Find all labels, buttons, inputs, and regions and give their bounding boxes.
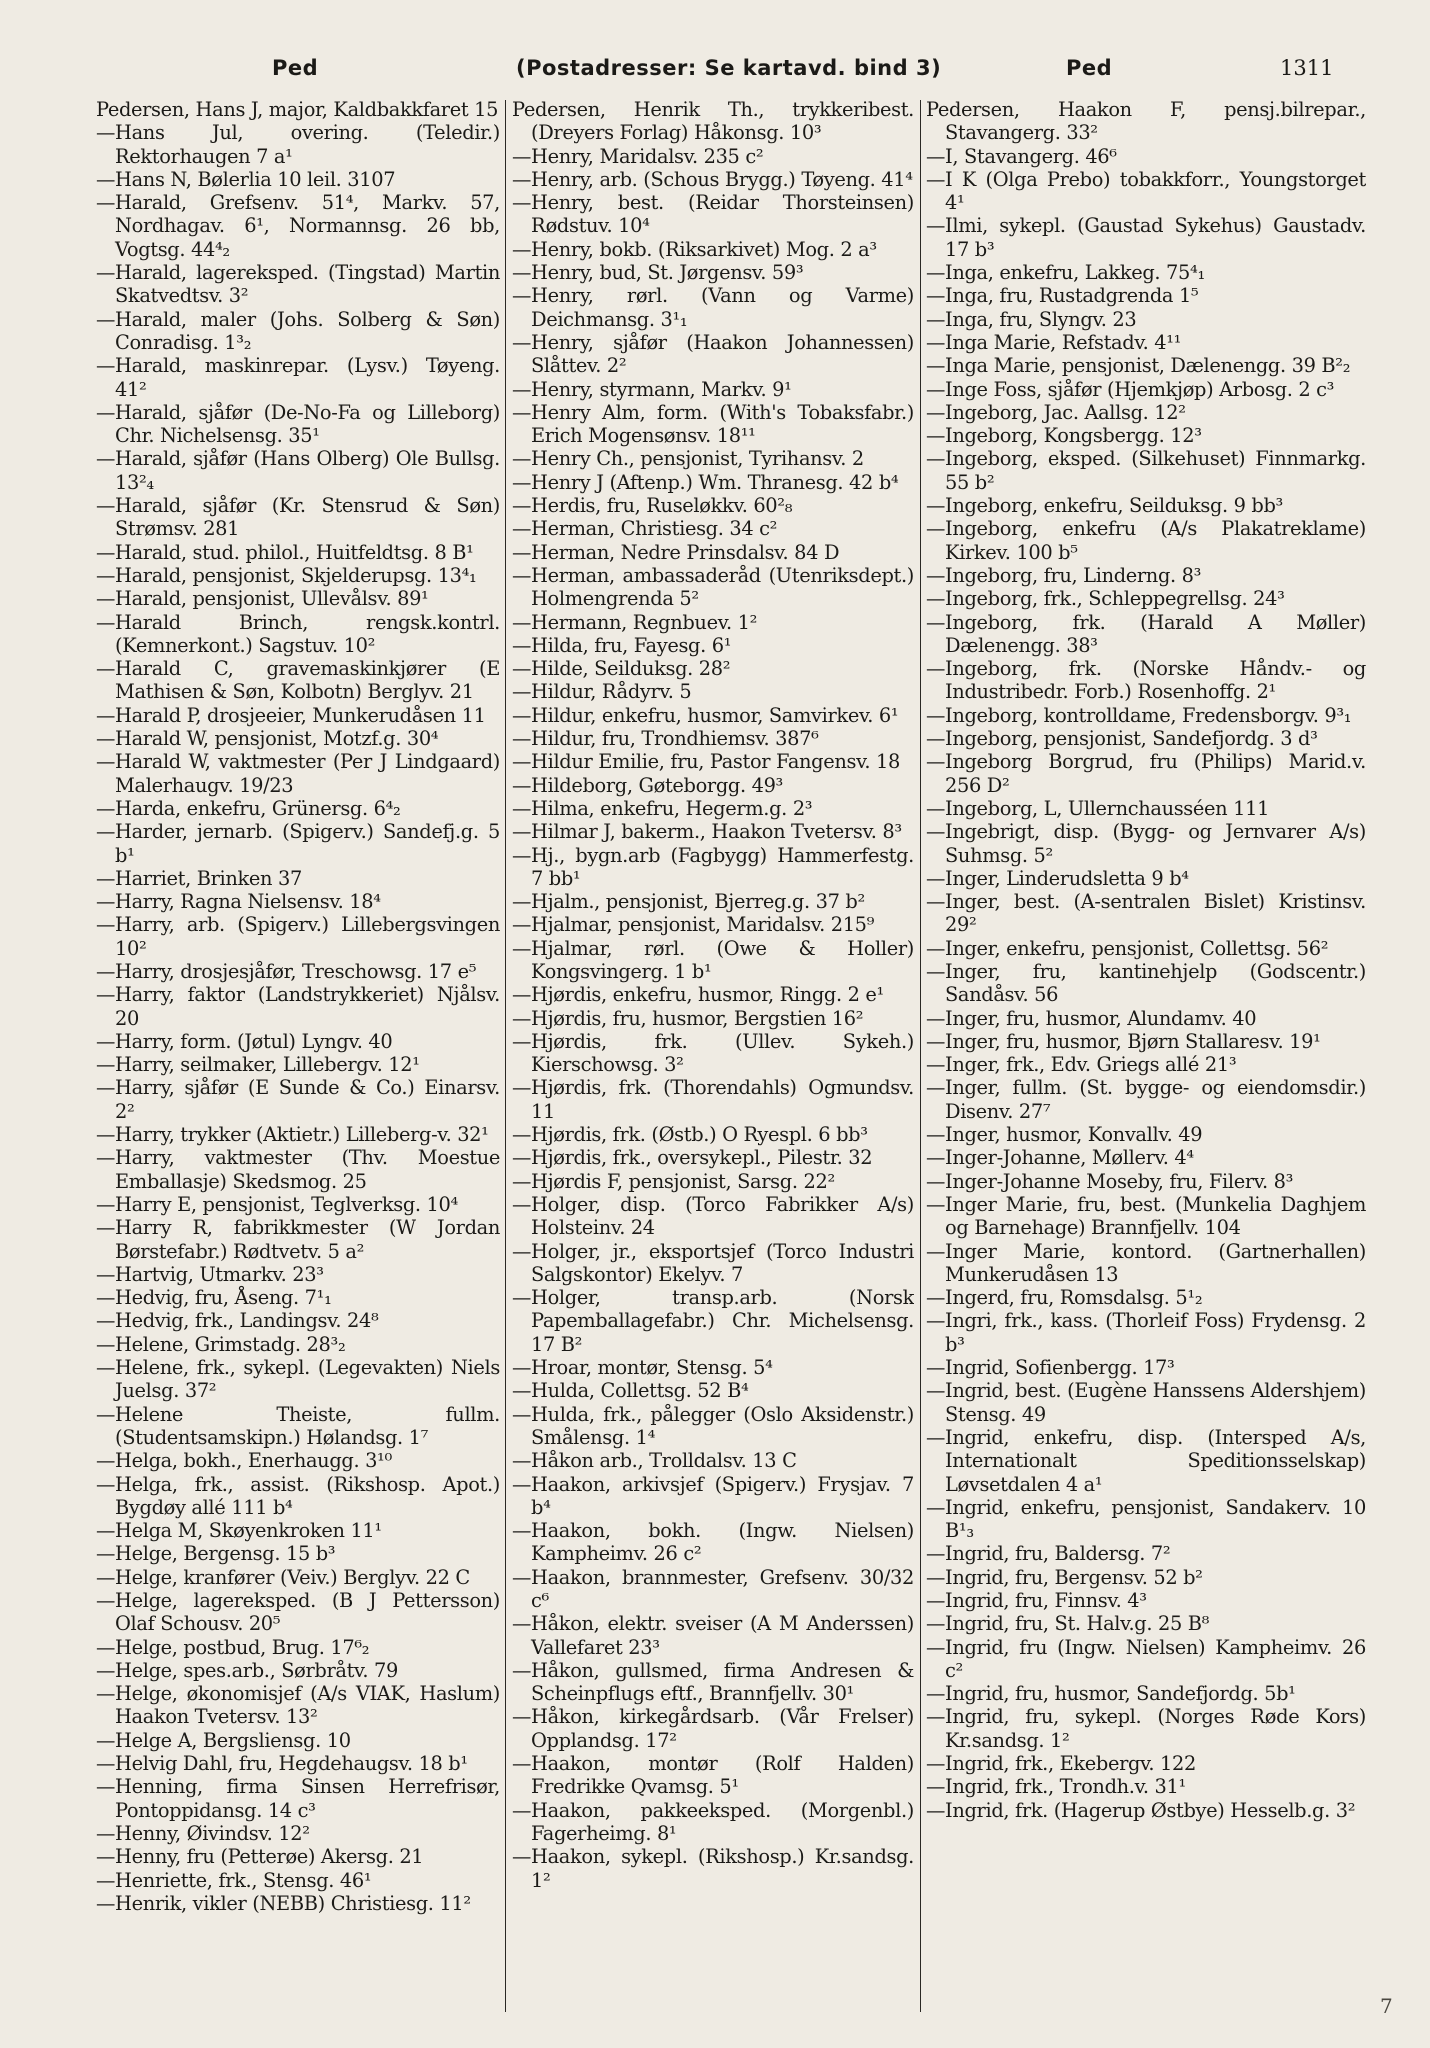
directory-entry: —Harder, jernarb. (Spigerv.) Sandefj.g. 5 b¹ [96, 820, 500, 867]
directory-entry: —Hildur, enkefru, husmor, Samvirkev. 6¹ [512, 703, 899, 727]
directory-entry: —Ingeborg Borgrud, fru (Philips) Marid.v. 256 D² [926, 750, 1366, 797]
directory-entry: —Harry R, fabrikkmester (W Jordan Børstefabr.) Rødtvetv. 5 a² [96, 1216, 500, 1263]
directory-entry: —Hjalm., pensjonist, Bjerreg.g. 37 b² [512, 890, 865, 914]
directory-entry: —Hilma, enkefru, Hegerm.g. 2³ [512, 796, 813, 820]
directory-entry: —Håkon arb., Trolldalsv. 13 C [512, 1449, 797, 1473]
directory-entry: —Hulda, Collettsg. 52 B⁴ [512, 1379, 749, 1403]
directory-entry: —Hildur, fru, Trondhiemsv. 387⁶ [512, 727, 819, 751]
directory-entry: —Henry, rørl. (Vann og Varme) Deichmansg. 3¹₁ [512, 284, 914, 331]
directory-entry: —Ingrid, fru, husmor, Sandefjordg. 5b¹ [926, 1682, 1296, 1706]
directory-entry: —Hilde, Seilduksg. 28² [512, 657, 731, 681]
directory-entry: —Ingebrigt, disp. (Bygg- og Jernvarer A/s) Suhmsg. 5² [926, 820, 1366, 867]
directory-entry: —Helge, økonomisjef (A/s VIAK, Haslum) Haakon Tvetersv. 13² [96, 1682, 500, 1729]
directory-entry: —Harald, pensjonist, Ullevålsv. 89¹ [96, 587, 429, 611]
directory-entry: —Hjalmar, rørl. (Owe & Holler) Kongsvingerg. 1 b¹ [512, 936, 914, 983]
directory-entry: —Helge, kranfører (Veiv.) Berglyv. 22 C [96, 1565, 470, 1589]
directory-entry: —Inger-Johanne Moseby, fru, Filerv. 8³ [926, 1169, 1294, 1193]
directory-entry: —Hjørdis, enkefru, husmor, Ringg. 2 e¹ [512, 983, 884, 1007]
directory-entry: —Holger, jr., eksportsjef (Torco Industri Salgskontor) Ekelyv. 7 [512, 1239, 914, 1286]
directory-entry: —Hedvig, fru, Åseng. 7¹₁ [96, 1286, 332, 1310]
directory-entry: —Helene, frk., sykepl. (Legevakten) Niels Juelsg. 37² [96, 1356, 500, 1403]
directory-entry: —Ingrid, Sofienbergg. 17³ [926, 1356, 1175, 1380]
directory-entry: —Ingrid, enkefru, pensjonist, Sandakerv. 10 B¹₃ [926, 1495, 1366, 1543]
directory-entry: —Håkon, kirkegårdsarb. (Vår Frelser) Opplandsg. 17² [512, 1705, 914, 1752]
directory-entry: —Inger, fru, husmor, Bjørn Stallaresv. 19¹ [926, 1029, 1321, 1053]
directory-entry: —Inger, fru, kantinehjelp (Godscentr.) Sandåsv. 56 [926, 959, 1366, 1007]
directory-entry: —Ingeborg, eksped. (Silkehuset) Finnmarkg. 55 b² [926, 447, 1366, 494]
directory-entry: —Helga, frk., assist. (Rikshosp. Apot.) Bygdøy allé 111 b⁴ [96, 1472, 500, 1519]
directory-entry: —Harald, Grefsenv. 51⁴, Markv. 57, Nordhagav. 6¹, Normannsg. 26 bb, Vogtsg. 44⁴₂ [96, 191, 500, 261]
directory-entry: —Harry, Ragna Nielsensv. 18⁴ [96, 890, 381, 914]
directory-entry: —Harald, sjåfør (De-No-Fa og Lilleborg) Chr. Nichelsensg. 35¹ [96, 400, 500, 448]
directory-entry: Pedersen, Henrik Th., trykkeribest. (Dreyers Forlag) Håkonsg. 10³ [512, 98, 914, 145]
directory-entry: —Ingrid, frk. (Hagerup Østbye) Hesselb.g. 3² [926, 1798, 1356, 1822]
directory-entry: —Inger Marie, fru, best. (Munkelia Daghjem og Barnehage) Brannfjellv. 104 [926, 1192, 1366, 1240]
directory-entry: —Harry, sjåfør (E Sunde & Co.) Einarsv. 2² [96, 1076, 500, 1123]
directory-entry: —Haakon, arkivsjef (Spigerv.) Frysjav. 7 b⁴ [512, 1472, 914, 1519]
directory-entry: —Harald, sjåfør (Hans Olberg) Ole Bullsg. 13²₄ [96, 447, 500, 494]
directory-entry: —Ingrid, fru, St. Halv.g. 25 B⁸ [926, 1612, 1210, 1636]
directory-entry: —I, Stavangerg. 46⁶ [926, 144, 1117, 168]
directory-entry: —Henry Ch., pensjonist, Tyrihansv. 2 [512, 447, 864, 471]
directory-entry: —Henry J (Aftenp.) Wm. Thranesg. 42 b⁴ [512, 470, 899, 494]
directory-entry: —Harald, pensjonist, Skjelderupsg. 13⁴₁ [96, 563, 477, 587]
directory-entry: —Henriette, frk., Stensg. 46¹ [96, 1868, 372, 1892]
directory-entry: —Helga M, Skøyenkroken 11¹ [96, 1519, 382, 1543]
directory-entry: —Hj., bygn.arb (Fagbygg) Hammerfestg. 7 bb¹ [512, 843, 914, 890]
directory-entry: —Inga, fru, Rustadgrenda 1⁵ [926, 284, 1199, 308]
directory-entry: —Hermann, Regnbuev. 1² [512, 610, 758, 634]
directory-entry: —Hjørdis, frk., oversykepl., Pilestr. 32 [512, 1146, 873, 1170]
directory-entry: —Ingrid, frk., Ekebergv. 122 [926, 1752, 1196, 1776]
column-2 [512, 98, 914, 2018]
directory-entry: —Haakon, pakkeeksped. (Morgenbl.) Fagerheimg. 8¹ [512, 1798, 914, 1845]
directory-entry: —Ingrid, fru, Finnsv. 4³ [926, 1589, 1147, 1612]
directory-entry: —Ingeborg, enkefru, Seilduksg. 9 bb³ [926, 494, 1283, 518]
directory-entry: —Ingrid, enkefru, disp. (Intersped A/s, Internationalt Speditionsselskap) Løvsetdalen 4 a¹ [926, 1425, 1366, 1496]
directory-entry: —Harald, lagereksped. (Tingstad) Martin Skatvedtsv. 3² [96, 261, 500, 308]
column-1 [96, 98, 500, 2018]
directory-entry: Pedersen, Hans J, major, Kaldbakkfaret 15 [96, 98, 499, 121]
directory-entry: —Harald, maskinrepar. (Lysv.) Tøyeng. 41² [96, 354, 500, 401]
directory-entry: —Inge Foss, sjåfør (Hjemkjøp) Arbosg. 2 c³ [926, 377, 1335, 401]
directory-entry: —Henny, Øivindsv. 12² [96, 1821, 310, 1845]
directory-entry: —Ingeborg, frk. (Norske Håndv.- og Industribedr. Forb.) Rosenhoffg. 2¹ [926, 657, 1366, 704]
directory-entry: —Hedvig, frk., Landingsv. 24⁸ [96, 1309, 379, 1333]
page-header [0, 0, 1430, 96]
column-3 [926, 98, 1366, 2018]
directory-entry: —Ingeborg, kontrolldame, Fredensborgv. 9³₁ [926, 703, 1352, 727]
directory-entry: —Ingerd, fru, Romsdalsg. 5¹₂ [926, 1286, 1203, 1310]
directory-entry: —Harda, enkefru, Grünersg. 6⁴₂ [96, 796, 401, 820]
directory-entry: —Ingrid, fru, Bergensv. 52 b² [926, 1565, 1203, 1589]
directory-entry: —Hjørdis, fru, husmor, Bergstien 16² [512, 1006, 864, 1030]
directory-entry: —Inga, enkefru, Lakkeg. 75⁴₁ [926, 261, 1205, 285]
directory-entry: —Henry, Maridalsv. 235 c² [512, 144, 764, 168]
directory-entry: —Inga Marie, pensjonist, Dælenengg. 39 B²₂ [926, 354, 1351, 378]
directory-entry: —Harry, seilmaker, Lillebergv. 12¹ [96, 1053, 420, 1077]
directory-entry: —Helga, bokh., Enerhaugg. 3¹⁰ [96, 1449, 392, 1473]
column-divider [920, 100, 921, 2012]
directory-entry: —Ingrid, fru, sykepl. (Norges Røde Kors) Kr.sandsg. 1² [926, 1705, 1366, 1752]
header-left-keyword: Ped [272, 56, 319, 80]
directory-entry: —Harald P, drosjeeier, Munkerudåsen 11 [96, 703, 486, 727]
directory-entry: —Harry, form. (Jøtul) Lyngv. 40 [96, 1029, 393, 1053]
directory-entry: —Helge, postbud, Brug. 17⁶₂ [96, 1635, 370, 1659]
directory-entry: —Henry, bokb. (Riksarkivet) Mog. 2 a³ [512, 237, 877, 261]
directory-entry: —Holger, transp.arb. (Norsk Papemballagefabr.) Chr. Michelsensg. 17 B² [512, 1286, 914, 1356]
directory-entry: —Hroar, montør, Stensg. 5⁴ [512, 1356, 773, 1380]
directory-entry: —Henry, styrmann, Markv. 9¹ [512, 377, 792, 401]
directory-entry: —Harald, sjåfør (Kr. Stensrud & Søn) Strømsv. 281 [96, 494, 500, 541]
directory-entry: —Ingri, frk., kass. (Thorleif Foss) Frydensg. 2 b³ [926, 1309, 1366, 1356]
directory-entry: —Herman, Nedre Prinsdalsv. 84 D [512, 540, 840, 564]
directory-entry: —Henry, arb. (Schous Brygg.) Tøyeng. 41⁴ [512, 167, 913, 191]
directory-entry: —Hans N, Bølerlia 10 leil. 3107 [96, 167, 396, 191]
footer-mark: 7 [1380, 1994, 1393, 2018]
directory-entry: —Inger, best. (A-sentralen Bislet) Kristinsv. 29² [926, 890, 1366, 937]
directory-entry: —Helene, Grimstadg. 28³₂ [96, 1332, 346, 1356]
directory-entry: —Helge, lagereksped. (B J Pettersson) Olaf Schousv. 20⁵ [96, 1589, 500, 1636]
directory-entry: —Hildeborg, Gøteborgg. 49³ [512, 773, 783, 797]
directory-entry: Pedersen, Haakon F, pensj.bilrepar., Stavangerg. 33² [926, 98, 1366, 145]
directory-entry: —Hjørdis, frk. (Thorendahls) Ogmundsv. 11 [512, 1076, 914, 1123]
directory-entry: —Herdis, fru, Ruseløkkv. 60²₈ [512, 494, 793, 518]
directory-entry: —Ingrid, frk., Trondh.v. 31¹ [926, 1775, 1186, 1799]
directory-entry: —Haakon, brannmester, Grefsenv. 30/32 c⁶ [512, 1565, 914, 1612]
directory-entry: —Inger, Linderudsletta 9 b⁴ [926, 866, 1189, 890]
directory-entry: —Harriet, Brinken 37 [96, 866, 302, 890]
header-center-note: (Postadresser: Se kartavd. bind 3) [516, 56, 942, 80]
directory-entry: —Inger-Johanne, Møllerv. 4⁴ [926, 1146, 1194, 1170]
directory-entry: —Hjørdis F, pensjonist, Sarsg. 22² [512, 1169, 835, 1193]
directory-entry: —Harald Brinch, rengsk.kontrl. (Kemnerkont.) Sagstuv. 10² [96, 610, 500, 657]
directory-entry: —Helge A, Bergsliensg. 10 [96, 1728, 351, 1752]
directory-entry: —I K (Olga Prebo) tobakkforr., Youngstorget 4¹ [926, 167, 1366, 215]
directory-entry: —Henry, sjåfør (Haakon Johannessen) Slåttev. 2² [512, 330, 914, 378]
directory-entry: —Ingrid, fru (Ingw. Nielsen) Kampheimv. 26 c² [926, 1635, 1366, 1682]
page-number: 1311 [1280, 56, 1334, 80]
directory-entry: —Harry, vaktmester (Thv. Moestue Emballasje) Skedsmog. 25 [96, 1146, 500, 1193]
directory-entry: —Ingeborg, frk., Schleppegrellsg. 24³ [926, 587, 1285, 611]
directory-entry: —Harry, arb. (Spigerv.) Lillebergsvingen 10² [96, 913, 500, 960]
directory-entry: —Hulda, frk., pålegger (Oslo Aksidenstr.) Smålensg. 1⁴ [512, 1402, 914, 1449]
directory-entry: —Henry, best. (Reidar Thorsteinsen) Rødstuv. 10⁴ [512, 191, 914, 238]
directory-entry: —Ingeborg, fru, Linderng. 8³ [926, 563, 1202, 587]
directory-entry: —Inger, enkefru, pensjonist, Collettsg. 56² [926, 936, 1329, 960]
directory-entry: —Hildur, Rådyrv. 5 [512, 680, 692, 704]
directory-entry: —Haakon, sykepl. (Rikshosp.) Kr.sandsg. 1² [512, 1845, 914, 1892]
directory-entry: —Harald, maler (Johs. Solberg & Søn) Conradisg. 1³₂ [96, 307, 500, 354]
directory-entry: —Ingeborg, pensjonist, Sandefjordg. 3 d³ [926, 727, 1318, 751]
directory-entry: —Harald C, gravemaskinkjører (E Mathisen & Søn, Kolbotn) Berglyv. 21 [96, 657, 500, 704]
directory-entry: —Harry, drosjesjåfør, Treschowsg. 17 e⁵ [96, 959, 477, 983]
directory-entry: —Hilda, fru, Fayesg. 6¹ [512, 633, 732, 657]
directory-entry: —Helge, spes.arb., Sørbråtv. 79 [96, 1658, 398, 1682]
directory-entry: —Harald W, vaktmester (Per J Lindgaard) Malerhaugv. 19/23 [96, 750, 500, 797]
directory-entry: —Inga, fru, Slyngv. 23 [926, 307, 1137, 331]
directory-entry: —Herman, Christiesg. 34 c² [512, 517, 778, 541]
directory-entry: —Haakon, bokh. (Ingw. Nielsen) Kampheimv. 26 c² [512, 1519, 914, 1566]
directory-entry: —Hans Jul, overing. (Teledir.) Rektorhaugen 7 a¹ [96, 121, 500, 168]
directory-entry: —Henry Alm, form. (With's Tobaksfabr.) Erich Mogensønsv. 18¹¹ [512, 400, 914, 448]
directory-entry: —Helene Theiste, fullm. (Studentsamskipn.) Hølandsg. 1⁷ [96, 1402, 500, 1449]
directory-entry: —Inger, fru, husmor, Alundamv. 40 [926, 1006, 1257, 1030]
directory-entry: —Henry, bud, St. Jørgensv. 59³ [512, 261, 804, 285]
directory-entry: —Haakon, montør (Rolf Halden) Fredrikke Qvamsg. 5¹ [512, 1752, 914, 1799]
directory-entry: —Ingrid, fru, Baldersg. 7² [926, 1542, 1171, 1566]
column-divider [505, 100, 506, 2012]
directory-entry: —Ingeborg, frk. (Harald A Møller) Dælenengg. 38³ [926, 610, 1366, 657]
directory-entry: —Ilmi, sykepl. (Gaustad Sykehus) Gaustadv. 17 b³ [926, 214, 1366, 261]
directory-entry: —Hildur Emilie, fru, Pastor Fangensv. 18 [512, 750, 901, 774]
directory-entry: —Helvig Dahl, fru, Hegdehaugsv. 18 b¹ [96, 1752, 468, 1776]
directory-entry: —Ingrid, best. (Eugène Hanssens Aldershjem) Stensg. 49 [926, 1379, 1366, 1426]
directory-entry: —Ingeborg, L, Ullernchausséen 111 [926, 796, 1270, 820]
directory-entry: —Hjørdis, frk. (Ullev. Sykeh.) Kierschowsg. 3² [512, 1029, 914, 1077]
directory-entry: —Inga Marie, Refstadv. 4¹¹ [926, 330, 1182, 354]
directory-entry: —Hilmar J, bakerm., Haakon Tvetersv. 8³ [512, 820, 902, 844]
directory-entry: —Henning, firma Sinsen Herrefrisør, Pontoppidansg. 14 c³ [96, 1775, 500, 1822]
directory-entry: —Inger, husmor, Konvallv. 49 [926, 1123, 1203, 1147]
directory-entry: —Inger, frk., Edv. Griegs allé 21³ [926, 1053, 1237, 1077]
directory-entry: —Herman, ambassaderåd (Utenriksdept.) Holmengrenda 5² [512, 563, 914, 611]
directory-entry: —Ingeborg, enkefru (A/s Plakatreklame) Kirkev. 100 b⁵ [926, 517, 1366, 564]
directory-entry: —Harry, faktor (Landstrykkeriet) Njålsv. 20 [96, 983, 500, 1030]
directory-entry: —Hjørdis, frk. (Østb.) O Ryespl. 6 bb³ [512, 1123, 868, 1147]
directory-entry: —Håkon, gullsmed, firma Andresen & Scheinpflugs eftf., Brannfjellv. 30¹ [512, 1658, 914, 1706]
directory-entry: —Helge, Bergensg. 15 b³ [96, 1542, 336, 1566]
directory-entry: —Ingeborg, Jac. Aallsg. 12² [926, 400, 1186, 424]
directory-entry: —Hartvig, Utmarkv. 23³ [96, 1262, 324, 1286]
directory-entry: —Harry, trykker (Aktietr.) Lilleberg-v. 32¹ [96, 1123, 489, 1147]
directory-entry: —Inger, fullm. (St. bygge- og eiendomsdir.) Disenv. 27⁷ [926, 1076, 1366, 1123]
directory-entry: —Harald, stud. philol., Huitfeldtsg. 8 B¹ [96, 540, 474, 564]
directory-entry: —Holger, disp. (Torco Fabrikker A/s) Holsteinv. 24 [512, 1192, 914, 1240]
directory-entry: —Hjalmar, pensjonist, Maridalsv. 215⁹ [512, 913, 875, 937]
directory-entry: —Håkon, elektr. sveiser (A M Anderssen) Vallefaret 23³ [512, 1612, 914, 1659]
directory-entry: —Inger Marie, kontord. (Gartnerhallen) Munkerudåsen 13 [926, 1239, 1366, 1286]
directory-entry: —Ingeborg, Kongsbergg. 12³ [926, 424, 1202, 448]
directory-entry: —Harry E, pensjonist, Teglverksg. 10⁴ [96, 1192, 458, 1216]
header-right-keyword: Ped [1066, 56, 1113, 80]
directory-entry: —Henny, fru (Petterøe) Akersg. 21 [96, 1845, 424, 1869]
directory-entry: —Harald W, pensjonist, Motzf.g. 30⁴ [96, 727, 439, 751]
directory-entry: —Henrik, vikler (NEBB) Christiesg. 11² [96, 1891, 471, 1915]
